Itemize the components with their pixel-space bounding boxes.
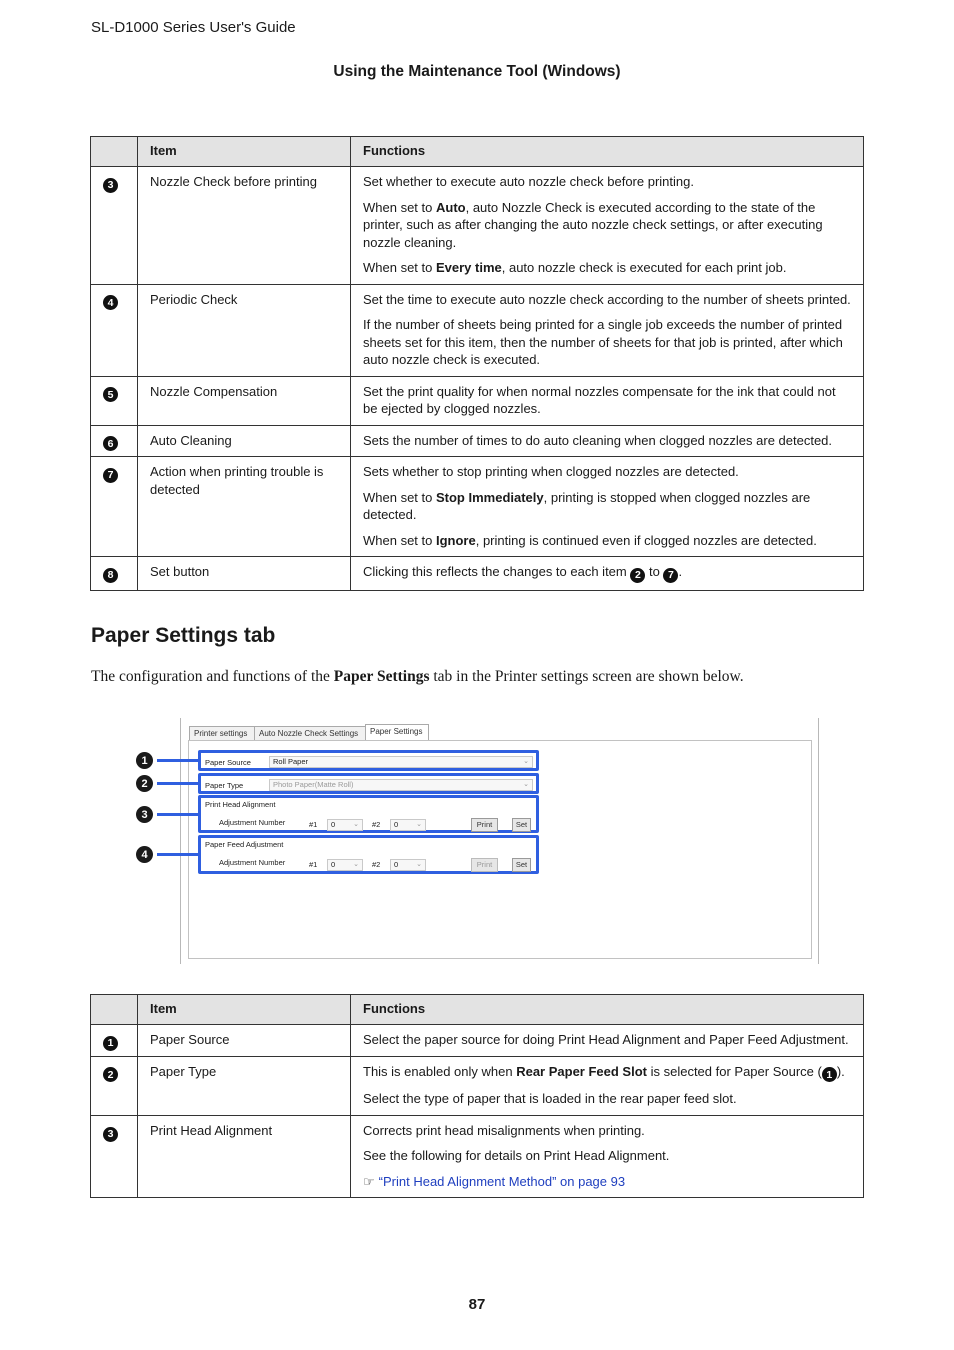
adjustment-1-select[interactable]: 0 ⌄: [327, 859, 363, 871]
item-name: Nozzle Compensation: [138, 376, 351, 425]
table-row: [91, 1025, 864, 1057]
callout-number-badge: 4: [103, 295, 118, 310]
callout-pointer-line: [157, 782, 199, 785]
paper-type-label: Paper Type: [205, 781, 244, 790]
item-reference-badge: 7: [663, 568, 678, 583]
set-button[interactable]: Set: [512, 858, 531, 872]
callout-number-badge: 3: [103, 1127, 118, 1142]
item-name: Set button: [138, 557, 351, 591]
table-row: [91, 1115, 864, 1198]
item-reference-badge: 2: [630, 568, 645, 583]
callout-number-badge: 5: [103, 387, 118, 402]
auto-nozzle-functions-table: [90, 136, 864, 591]
paper-source-callout: [198, 750, 539, 771]
table-row: [91, 1056, 864, 1115]
section-heading: Paper Settings tab: [91, 624, 276, 647]
function-description: Set whether to execute auto nozzle check before printing. When set to Auto, auto Nozzle Check is executed according to the state of the printer, such as after changing the auto nozzle check settings, or after executing nozzle cleaning. When set to Every time, auto nozzle check is executed for each print job.: [351, 167, 864, 285]
item-name: Paper Source: [138, 1025, 351, 1057]
print-head-alignment-callout: [198, 795, 539, 833]
table-row: [91, 557, 864, 591]
callout-number-badge: 3: [103, 178, 118, 193]
callout-number-badge: 7: [103, 468, 118, 483]
item-column-header: Item: [138, 995, 351, 1025]
table-row: [91, 376, 864, 425]
document-title: SL-D1000 Series User's Guide: [91, 19, 296, 36]
function-description: This is enabled only when Rear Paper Feed Slot is selected for Paper Source ( 1 ). Select the type of paper that is loaded in the rear paper feed slot.: [351, 1056, 864, 1115]
item-name: Action when printing trouble is detected: [138, 457, 351, 557]
callout-marker: 4: [136, 846, 153, 863]
callout-number-badge: 8: [103, 568, 118, 583]
chevron-down-icon: ⌄: [523, 781, 529, 788]
function-description: Sets whether to stop printing when clogged nozzles are detected. When set to Stop Immediately, printing is stopped when clogged nozzles are detected. When set to Ignore, printing is continued even if clogged nozzles are detected.: [351, 457, 864, 557]
callout-pointer-line: [157, 853, 199, 856]
item-name: Periodic Check: [138, 284, 351, 376]
number-1-label: #1: [309, 820, 318, 829]
paper-source-label: Paper Source: [205, 758, 251, 767]
window-right-edge: [818, 718, 819, 964]
number-2-label: #2: [372, 820, 381, 829]
paper-settings-functions-table: [90, 994, 864, 1198]
adjustment-1-select[interactable]: 0 ⌄: [327, 819, 363, 831]
window-left-edge: [180, 718, 181, 964]
table-row: [91, 425, 864, 457]
adjustment-number-label: Adjustment Number: [219, 858, 286, 867]
callout-marker: 2: [136, 775, 153, 792]
print-button[interactable]: Print: [471, 818, 498, 832]
functions-column-header: Functions: [351, 137, 864, 167]
item-reference-badge: 1: [822, 1067, 837, 1082]
function-description: Select the paper source for doing Print Head Alignment and Paper Feed Adjustment.: [351, 1025, 864, 1057]
paper-type-callout: [198, 773, 539, 794]
chevron-down-icon: ⌄: [353, 861, 359, 868]
callout-pointer-line: [157, 813, 199, 816]
page-number: 87: [468, 1296, 486, 1313]
print-head-alignment-title: Print Head Alignment: [205, 800, 276, 809]
function-description: Clicking this reflects the changes to each item 2 to 7 .: [351, 557, 864, 591]
set-button[interactable]: Set: [512, 818, 531, 832]
callout-pointer-line: [157, 759, 199, 762]
number-column-header: [91, 137, 138, 167]
paper-feed-adjustment-title: Paper Feed Adjustment: [205, 840, 284, 849]
paper-source-select[interactable]: Roll Paper ⌄: [269, 756, 533, 768]
callout-marker: 3: [136, 806, 153, 823]
section-header: Using the Maintenance Tool (Windows): [333, 63, 621, 80]
print-head-alignment-link[interactable]: “Print Head Alignment Method” on page 93: [378, 1173, 626, 1189]
callout-number-badge: 6: [103, 436, 118, 451]
number-column-header: [91, 995, 138, 1025]
table-row: [91, 284, 864, 376]
item-name: Print Head Alignment: [138, 1115, 351, 1198]
paper-feed-adjustment-callout: [198, 835, 539, 874]
tab-auto-nozzle-check-settings[interactable]: Auto Nozzle Check Settings: [254, 726, 366, 740]
number-1-label: #1: [309, 860, 318, 869]
callout-number-badge: 1: [103, 1036, 118, 1051]
function-description: Set the print quality for when normal nozzles compensate for the ink that could not be ejected by clogged nozzles.: [351, 376, 864, 425]
table-row: [91, 167, 864, 285]
function-description: Set the time to execute auto nozzle check according to the number of sheets printed. If the number of sheets being printed for a single job exceeds the number of printed sheets set for this item, then the number of sheets for that job is printed, after which auto nozzle check is executed.: [351, 284, 864, 376]
tab-paper-settings[interactable]: Paper Settings: [365, 724, 429, 740]
print-button[interactable]: Print: [471, 858, 498, 872]
number-2-label: #2: [372, 860, 381, 869]
adjustment-number-label: Adjustment Number: [219, 818, 286, 827]
paper-type-select[interactable]: Photo Paper(Matte Roll) ⌄: [269, 779, 533, 791]
tab-printer-settings[interactable]: Printer settings: [189, 726, 255, 740]
item-name: Nozzle Check before printing: [138, 167, 351, 285]
chevron-down-icon: ⌄: [353, 821, 359, 828]
reference-arrow-icon: ☞: [363, 1173, 375, 1189]
item-name: Paper Type: [138, 1056, 351, 1115]
item-name: Auto Cleaning: [138, 425, 351, 457]
table-header-row: [91, 137, 864, 167]
table-header-row: [91, 995, 864, 1025]
function-description: Corrects print head misalignments when printing. See the following for details on Print Head Alignment. ☞ “Print Head Alignment Method” on page 93: [351, 1115, 864, 1198]
adjustment-2-select[interactable]: 0 ⌄: [390, 859, 426, 871]
adjustment-2-select[interactable]: 0 ⌄: [390, 819, 426, 831]
callout-marker: 1: [136, 752, 153, 769]
function-description: Sets the number of times to do auto cleaning when clogged nozzles are detected.: [351, 425, 864, 457]
chevron-down-icon: ⌄: [416, 861, 422, 868]
callout-number-badge: 2: [103, 1067, 118, 1082]
intro-paragraph: The configuration and functions of the Paper Settings tab in the Printer settings screen are shown below.: [91, 668, 744, 685]
chevron-down-icon: ⌄: [416, 821, 422, 828]
functions-column-header: Functions: [351, 995, 864, 1025]
item-column-header: Item: [138, 137, 351, 167]
chevron-down-icon: ⌄: [523, 758, 529, 765]
paper-settings-screenshot: [0, 718, 954, 968]
table-row: [91, 457, 864, 557]
